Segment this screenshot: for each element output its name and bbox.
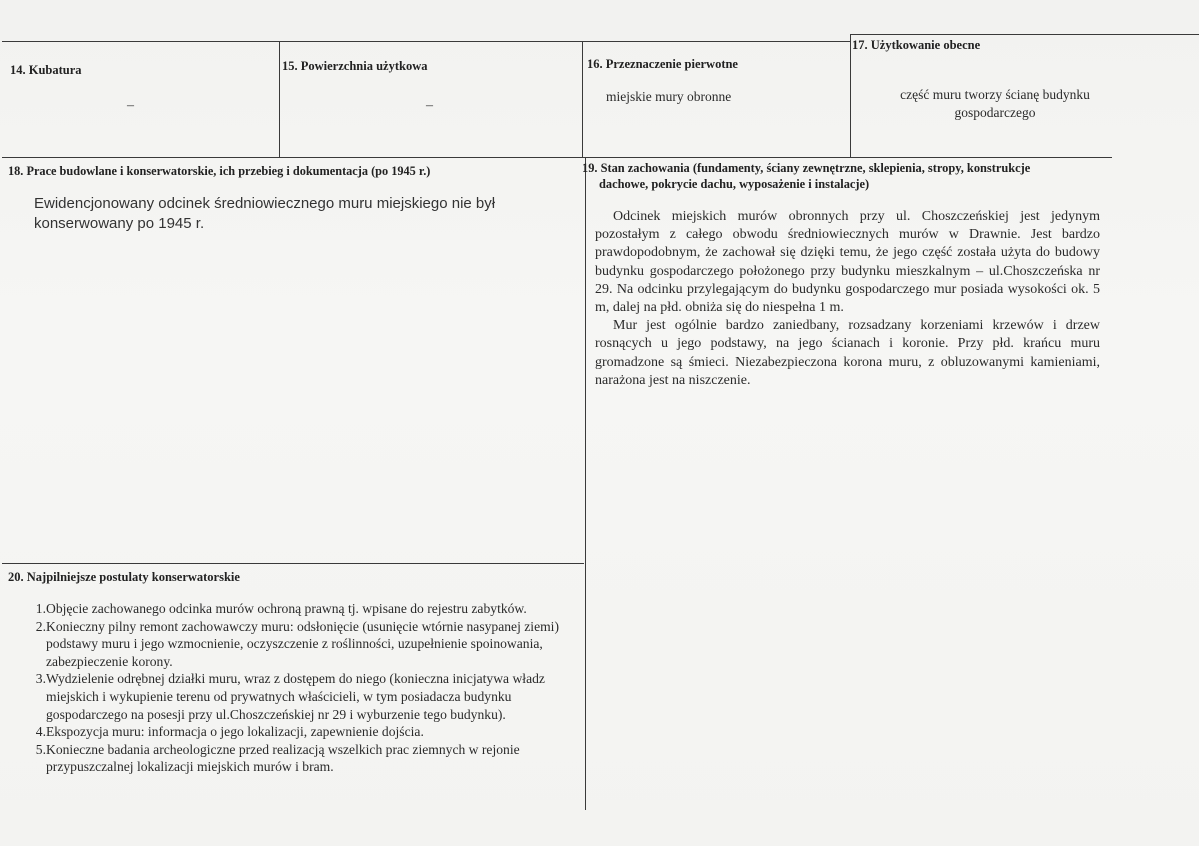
field-20-list [20,600,572,776]
list-item: 2.Konieczny pilny remont zachowawczy muru: odsłonięcie (usunięcie wtórnie nasypanej ziemi) podstawy muru i jego wzmocnienie, oczyszczenie z roślinności, uzupełnienie spoinowania, zabezpieczenie korony. [35,618,559,669]
field-17-value [860,86,1130,122]
field-16-label: 16. Przeznaczenie pierwotne [587,57,738,71]
field-19-label [582,160,1122,192]
field-14-label: 14. Kubatura [10,63,82,77]
col-divider-15-16 [582,41,583,157]
field-19-label-line2: dachowe, pokrycie dachu, wyposażenie i instalacje) [599,177,870,191]
field-17-value-line1: część muru tworzy ścianę budynku [900,87,1090,102]
field-15-label: 15. Powierzchnia użytkowa [282,59,428,73]
col-divider-16-17 [850,34,851,157]
field-17-label: 17. Użytkowanie obecne [852,38,981,52]
field-19-label-line1: 19. Stan zachowania (fundamenty, ściany zewnętrzne, sklepienia, stropy, konstrukcje [582,161,1031,175]
col-divider-14-15 [279,41,280,157]
list-item: 4.Ekspozycja muru: informacja o jego lokalizacji, zapewnienie dojścia. [35,724,424,740]
col-divider-main [585,157,586,810]
row1-separator-right [582,41,850,42]
list-item: 1.Objęcie zachowanego odcinka murów ochroną prawną tj. wpisane do rejestru zabytków. [35,601,527,616]
field-18-text-line2: konserwowany po 1945 r. [34,215,205,232]
field-18-text-line1: Ewidencjonowany odcinek średniowiecznego muru miejskiego nie był [34,195,496,212]
field-19-paragraph-1: Odcinek miejskich murów obronnych przy ul. Choszczeńskiej jest jedynym pozostałym z całego obwodu średniowiecznych murów w Drawnie. Jest bardzo prawdopodobnym, że zachował się dzięki temu, że jego część została użyta do budowy budynku gospodarczego położonego przy budynku mieszkalnym – ul.Choszczeńska nr 29. Na odcinku przylegającym do budynku gospodarczego mur posiada wysokości ok. 5 m, dalej na płd. obniża się do niespełna 1 m. [595,209,1100,316]
list-item: 5.Konieczne badania archeologiczne przed realizacją wszelkich prac ziemnych w rejonie przypuszczalnej lokalizacji miejskich murów i bram. [35,741,520,775]
field-15-value: – [426,98,433,113]
row1-bottom-border [2,157,1112,158]
row2-left-separator [2,563,584,564]
field-17-value-line2: gospodarczego [954,105,1036,120]
table-top-border-right [850,34,1199,35]
field-19-paragraph-2: Mur jest ogólnie bardzo zaniedbany, rozsadzany korzeniami krzewów i drzew rosnących u jego podstawy, na jego ścianach i koronie. Przy płd. krańcu muru gromadzone są śmieci. Niezabezpieczona korona muru, z obluzowanymi kamieniami, narażona jest na niszczenie. [595,318,1100,388]
field-16-value: miejskie mury obronne [606,89,732,104]
field-18-text [34,194,554,234]
field-14-value: – [127,98,134,113]
field-20-label: 20. Najpilniejsze postulaty konserwatorskie [8,570,240,584]
field-18-label: 18. Prace budowlane i konserwatorskie, ich przebieg i dokumentacja (po 1945 r.) [8,164,431,178]
field-19-text [595,208,1100,390]
table-top-border [2,41,582,42]
list-item: 3.Wydzielenie odrębnej działki muru, wraz z dostępem do niego (konieczna inicjatywa władz miejskich i wykupienie terenu od prywatnych właścicieli, w tym posiadacza budynku gospodarczego na posesji przy ul.Choszczeńskiej nr 29 i wyburzenie tego budynku). [35,671,545,722]
